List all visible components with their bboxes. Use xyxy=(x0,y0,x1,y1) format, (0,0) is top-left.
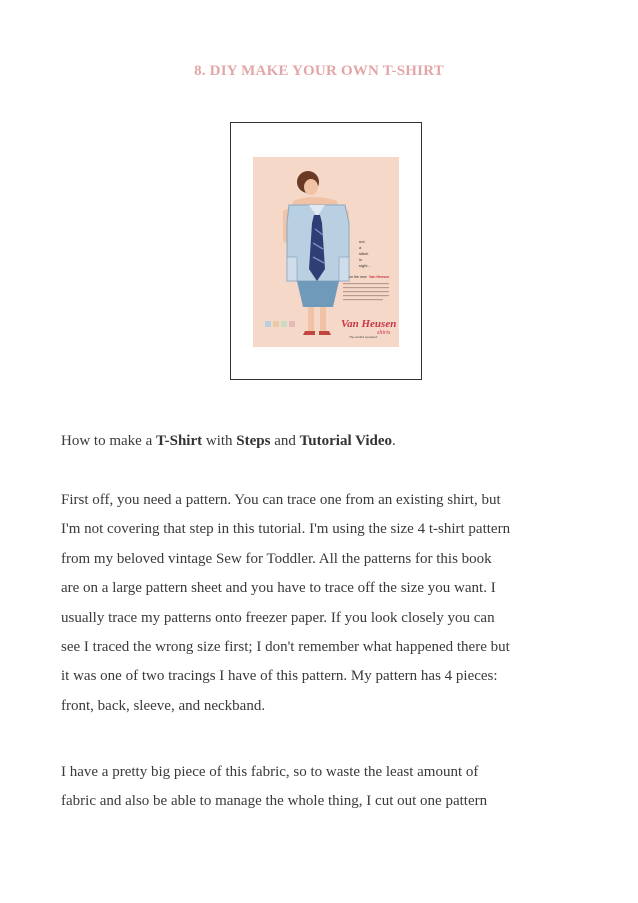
brand-tagline: "the world's smartest" xyxy=(349,335,378,339)
paragraph-line: are on a large pattern sheet and you have to trace off the size you want. I xyxy=(61,580,496,597)
intro-prefix: How to make a xyxy=(61,433,156,449)
ad-copy-line: in xyxy=(359,257,363,262)
paragraph-line: usually trace my patterns onto freezer paper. If you look closely you can xyxy=(61,609,495,626)
brand-suffix: shirts xyxy=(377,330,391,336)
ad-copy-line: a xyxy=(359,245,362,250)
brand-logo: Van Heusen xyxy=(341,318,397,330)
ad-copy-line: on the new xyxy=(349,275,367,279)
ad-copy-line: Van Hensen xyxy=(369,275,390,279)
vintage-ad-figure xyxy=(230,122,422,380)
paragraph-line: front, back, sleeve, and neckband. xyxy=(61,697,266,714)
paragraph-line: see I traced the wrong size first; I don't remember what happened there but xyxy=(61,639,510,656)
page-title: 8. DIY MAKE YOUR OWN T-SHIRT xyxy=(194,63,444,79)
intro-bold-tutorial-video: Tutorial Video xyxy=(299,433,393,449)
intro-mid-with: with xyxy=(202,433,237,449)
vintage-ad-image xyxy=(253,157,399,347)
paragraph-pattern xyxy=(61,486,601,721)
paragraph-line: I'm not covering that step in this tutorial. I'm using the size 4 t-shirt pattern xyxy=(61,521,511,538)
intro-bold-steps: Steps xyxy=(236,433,271,449)
ad-copy-line: not xyxy=(359,239,365,244)
paragraph-line: fabric and also be able to manage the whole thing, I cut out one pattern xyxy=(61,793,488,810)
paragraph-line: I have a pretty big piece of this fabric, so to waste the least amount of xyxy=(61,764,479,780)
intro-bold-tshirt: T-Shirt xyxy=(155,433,203,449)
ad-copy-line: stitch xyxy=(359,251,369,256)
intro-line xyxy=(61,431,591,451)
paragraph-line: from my beloved vintage Sew for Toddler. All the patterns for this book xyxy=(61,550,492,567)
ad-copy-line: sight... xyxy=(359,263,371,268)
paragraph-fabric xyxy=(61,758,601,817)
intro-mid-and: and xyxy=(270,433,300,449)
paragraph-line: First off, you need a pattern. You can trace one from an existing shirt, but xyxy=(61,492,501,508)
paragraph-line: it was one of two tracings I have of this pattern. My pattern has 4 pieces: xyxy=(61,668,498,685)
intro-suffix: . xyxy=(392,433,396,449)
